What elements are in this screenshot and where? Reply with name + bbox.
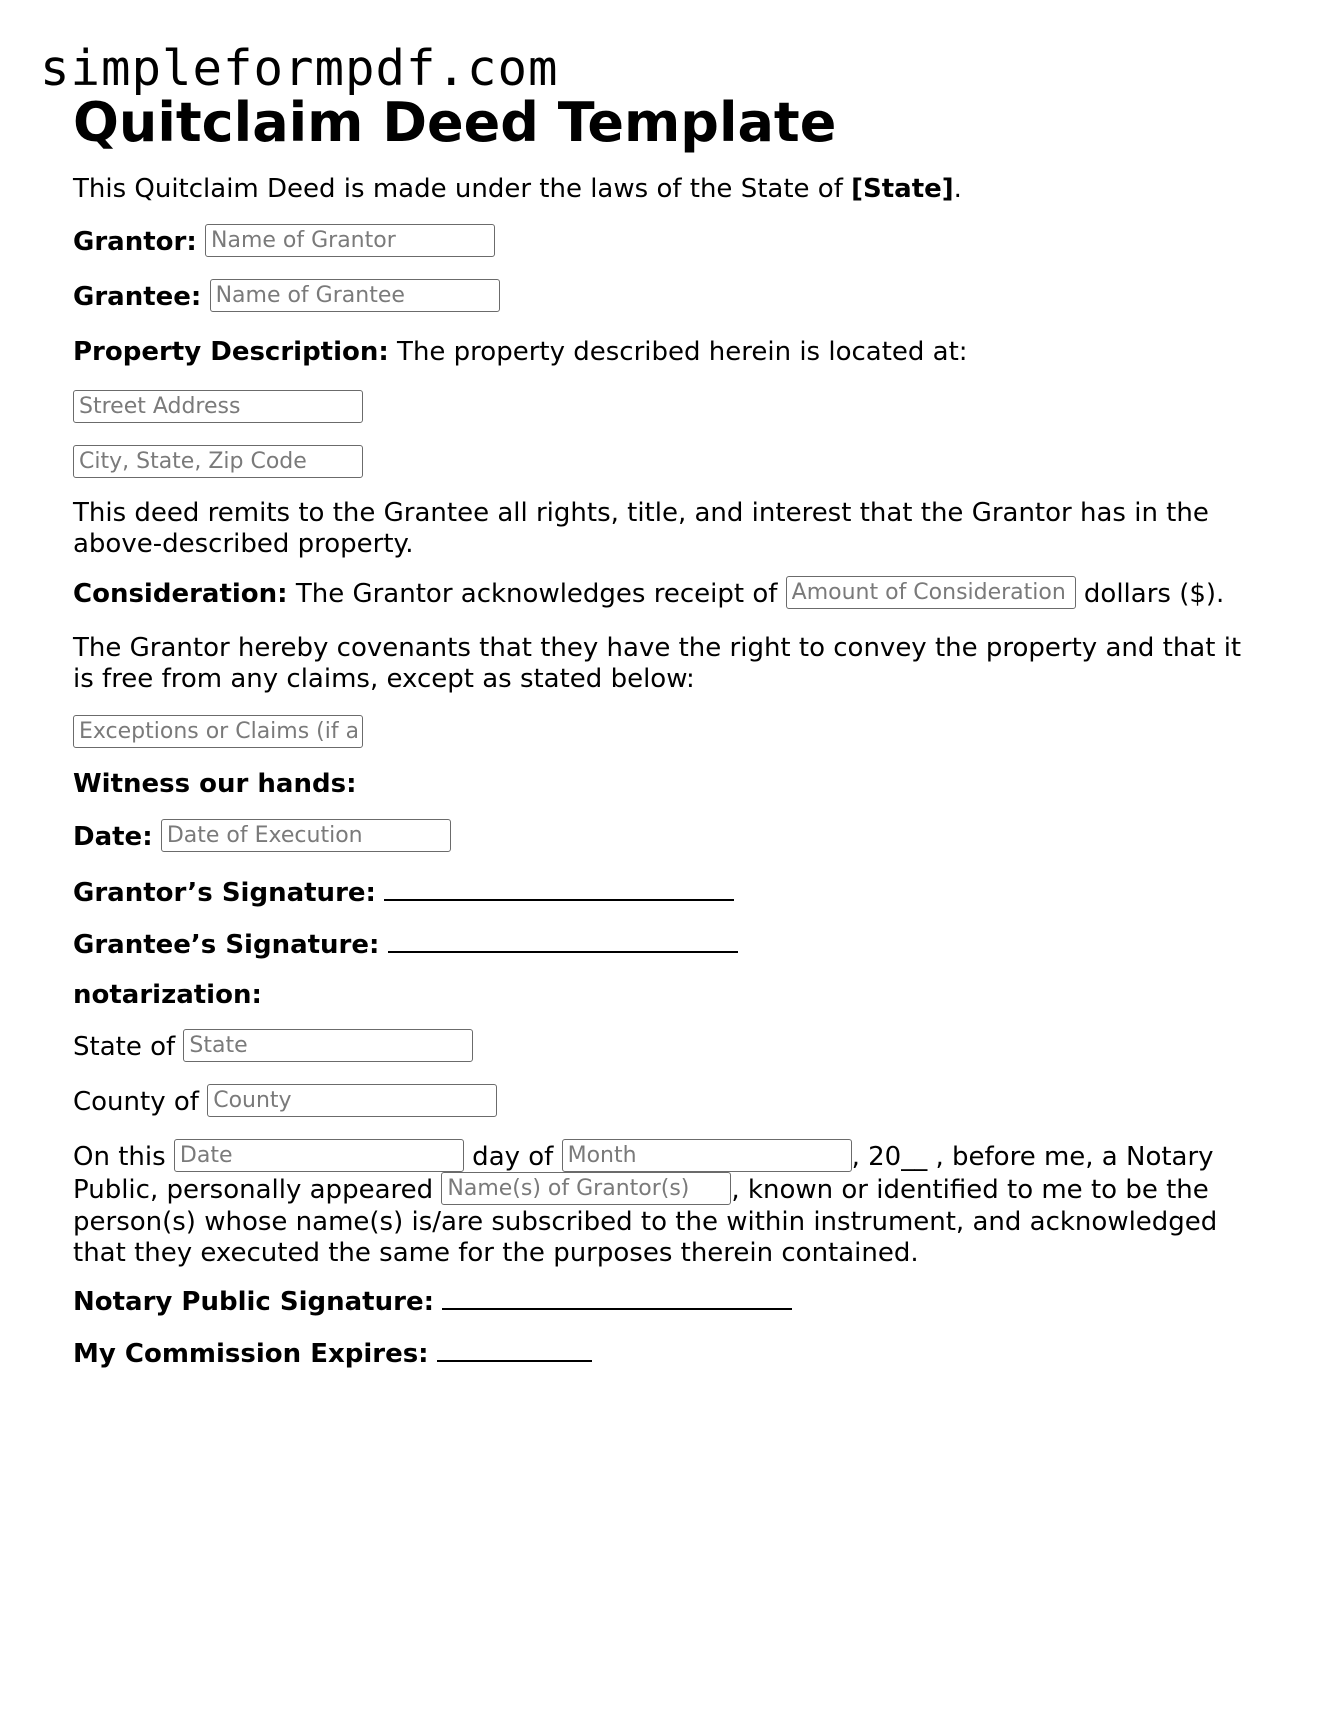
ack-on-this: On this xyxy=(73,1142,174,1172)
notarization-heading: notarization: xyxy=(73,980,262,1010)
intro-line xyxy=(73,173,962,205)
consideration-suffix: dollars ($). xyxy=(1075,579,1225,609)
notary-signature-row xyxy=(73,1284,792,1318)
grantee-signature-label: Grantee’s Signature: xyxy=(73,930,380,960)
notary-state-input[interactable] xyxy=(183,1029,473,1062)
grantee-label: Grantee: xyxy=(73,282,202,312)
witness-heading: Witness our hands: xyxy=(73,769,357,799)
intro-suffix: . xyxy=(953,174,962,204)
grantee-row xyxy=(73,281,500,314)
page-title: Quitclaim Deed Template xyxy=(73,91,837,154)
consideration-amount-input[interactable] xyxy=(786,576,1076,609)
commission-label: My Commission Expires: xyxy=(73,1339,429,1369)
notary-signature-label: Notary Public Signature: xyxy=(73,1287,434,1317)
property-text: The property described herein is located at: xyxy=(388,337,968,367)
ack-day-of: day of xyxy=(463,1142,562,1172)
property-label: Property Description: xyxy=(73,337,389,367)
remits-paragraph: This deed remits to the Grantee all rights, title, and interest that the Grantor has in the above-described property. xyxy=(73,498,1209,559)
site-watermark: simpleformpdf.com xyxy=(40,40,559,97)
property-description-line xyxy=(73,336,968,368)
commission-expiry-line[interactable] xyxy=(437,1336,592,1362)
notary-state-label: State of xyxy=(73,1032,176,1062)
covenant-paragraph: The Grantor hereby covenants that they have the right to convey the property and that it is free from any claims, except as stated below: xyxy=(73,633,1242,694)
grantor-signature-label: Grantor’s Signature: xyxy=(73,878,376,908)
ack-closing-text: , known or identified to me to be the person(s) whose name(s) is/are subscribed to the within instrument, and acknowledged that they executed the same for the purposes therein contained. xyxy=(73,1175,1218,1268)
notary-signature-line[interactable] xyxy=(442,1284,792,1310)
notary-state-row xyxy=(73,1031,473,1064)
date-of-execution-input[interactable] xyxy=(161,819,451,852)
commission-row xyxy=(73,1336,592,1370)
ack-month-input[interactable] xyxy=(562,1139,852,1172)
ack-year-text: , 20__ , before me, a Notary Public, personally appeared xyxy=(73,1142,1214,1205)
grantor-label: Grantor: xyxy=(73,227,197,257)
consideration-row xyxy=(73,578,1224,611)
grantor-name-input[interactable] xyxy=(205,224,495,257)
consideration-label: Consideration: xyxy=(73,579,288,609)
grantee-signature-row xyxy=(73,927,738,961)
exceptions-claims-input[interactable] xyxy=(73,715,363,748)
street-address-input[interactable] xyxy=(73,390,363,423)
grantor-signature-row xyxy=(73,875,734,909)
consideration-text: The Grantor acknowledges receipt of xyxy=(287,579,786,609)
grantor-row xyxy=(73,226,495,259)
grantee-name-input[interactable] xyxy=(210,279,500,312)
city-state-zip-input[interactable] xyxy=(73,445,363,478)
grantor-signature-line[interactable] xyxy=(384,875,734,901)
date-row xyxy=(73,821,451,854)
ack-grantors-input[interactable] xyxy=(441,1172,731,1205)
notary-county-input[interactable] xyxy=(207,1084,497,1117)
state-token: [State] xyxy=(851,174,954,204)
ack-date-input[interactable] xyxy=(174,1139,464,1172)
grantee-signature-line[interactable] xyxy=(388,927,738,953)
date-label: Date: xyxy=(73,822,153,852)
notary-county-row xyxy=(73,1086,497,1119)
intro-prefix: This Quitclaim Deed is made under the laws of the State of xyxy=(73,174,852,204)
notary-county-label: County of xyxy=(73,1087,199,1117)
acknowledgment-paragraph xyxy=(73,1141,1253,1269)
